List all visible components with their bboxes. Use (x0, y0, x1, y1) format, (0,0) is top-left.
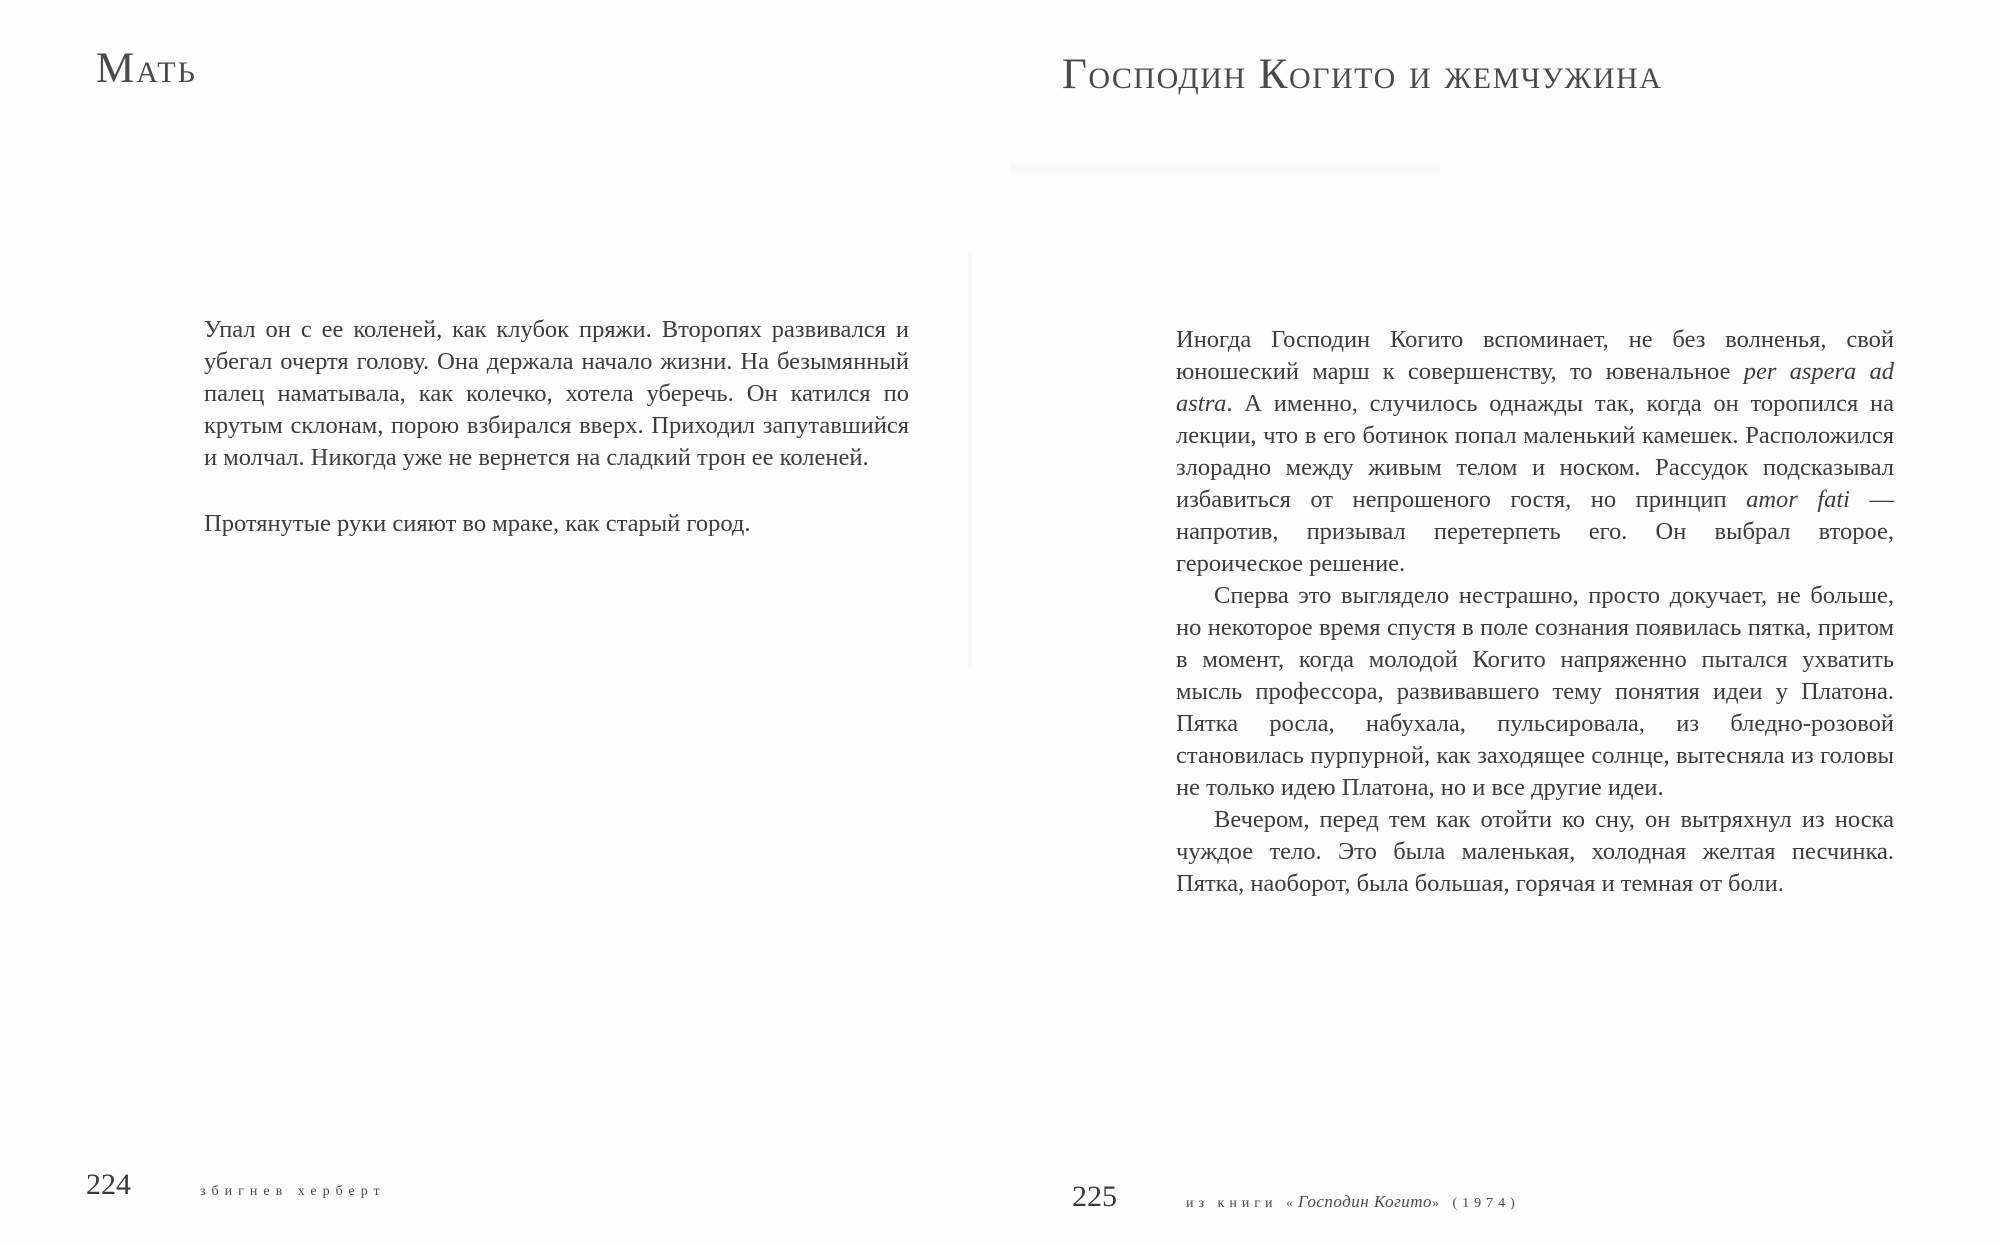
text-run: . А именно, случилось однажды так, когда он торопился на лекции, что в его ботинок попал маленький камешек. Расположился злорадно между живым телом и носком. Рассудок подсказывал избавиться от непрошеного гостя, но принцип (1176, 390, 1894, 513)
page-number: 225 (1072, 1180, 1117, 1213)
text-run: — напротив, призывал перетерпеть его. Он выбрал второе, героическое решение. (1176, 486, 1894, 577)
paragraph: Протянутые руки сияют во мраке, как старый город. (204, 510, 751, 537)
footer-suffix: » (1974) (1432, 1196, 1520, 1211)
right-page (1000, 0, 2000, 1246)
paragraph: Вечером, перед тем как отойти ко сну, он вытряхнул из носка чуждое тело. Это была маленькая, холодная желтая песчинка. Пятка, наоборот, была большая, горячая и темная от боли. (1176, 806, 1894, 897)
page-number: 224 (86, 1168, 131, 1201)
running-footer-source (1186, 1192, 1520, 1212)
poem-body (1176, 324, 1894, 900)
paragraph: Упал он с ее коленей, как клубок пряжи. Второпях развивался и убегал очертя голову. Она держала начало жизни. На безымянный палец наматывала, как колечко, хотела уберечь. Он катился по крутым склонам, порою взбирался вверх. Приходил запутавшийся и молчал. Никогда уже не вернется на сладкий трон ее коленей. (204, 316, 909, 471)
running-footer-author: збигнев херберт (200, 1184, 386, 1199)
italic-phrase: amor fati (1746, 486, 1850, 513)
text-run: Иногда Господин Когито вспоминает, не без волненья, свой юношеский марш к совершенству, то ювенальное (1176, 326, 1894, 385)
poem-body (204, 314, 909, 540)
page-title: Мать (96, 45, 197, 92)
paragraph: Сперва это выглядело нестрашно, просто докучает, не больше, но некоторое время спустя в поле сознания появилась пятка, притом в момент, когда молодой Когито напряженно пытался ухватить мысль профессора, развивавшего тему понятия идеи у Платона. Пятка росла, набухала, пульсировала, из бледно-розовой становилась пурпурной, как заходящее солнце, вытесняла из головы не только идею Платона, но и все другие идеи. (1176, 582, 1894, 801)
paragraph (1176, 324, 1894, 580)
footer-prefix: из книги « (1186, 1196, 1299, 1211)
page-title: Господин Когито и жемчужина (1062, 51, 1663, 98)
italic-phrase: per aspera ad astra (1176, 358, 1894, 417)
footer-book-title: Господин Когито (1298, 1192, 1432, 1211)
